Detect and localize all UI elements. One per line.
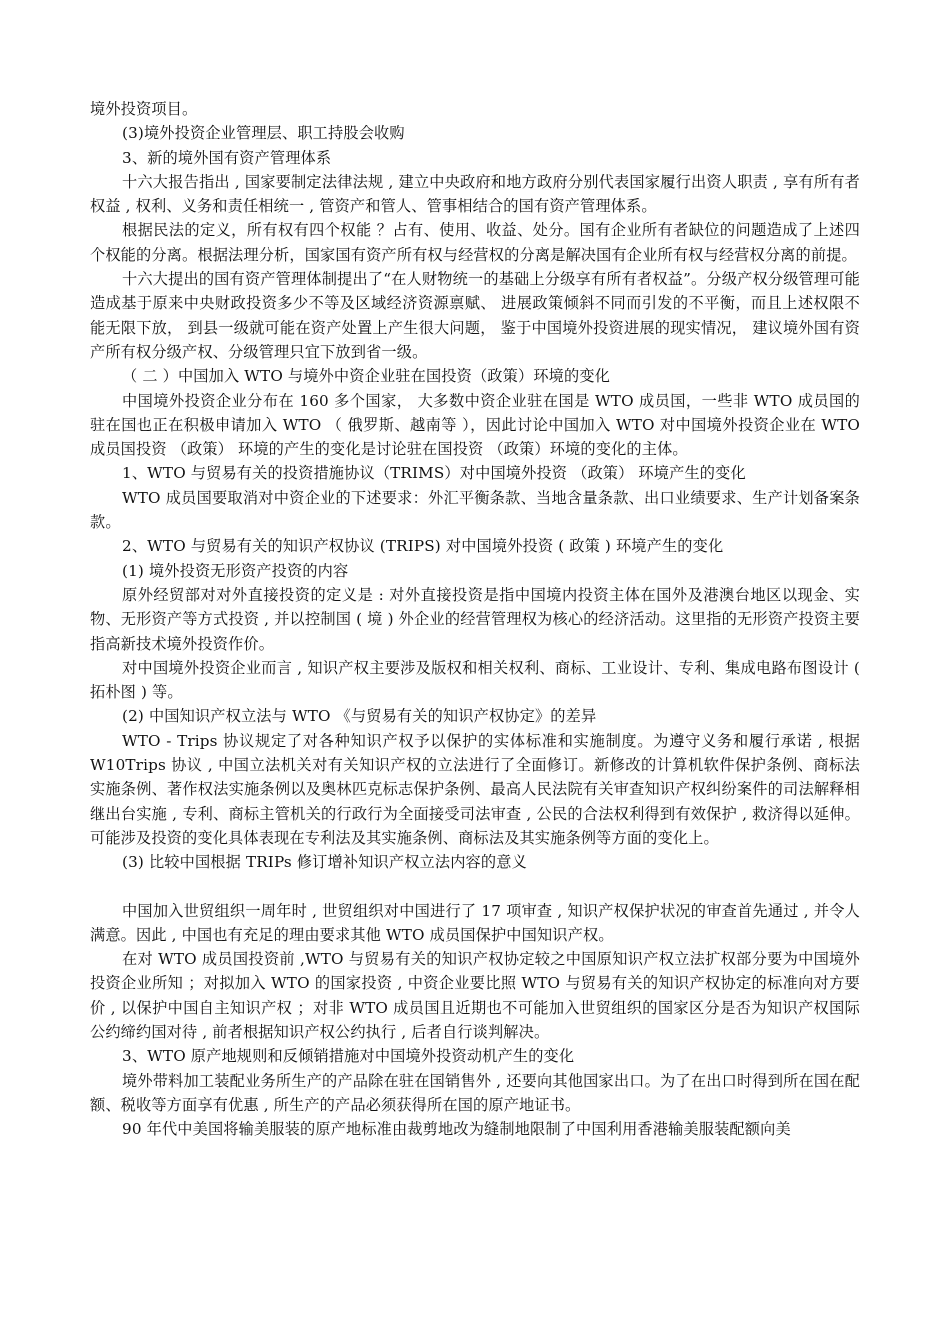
paragraph-18: 中国加入世贸组织一周年时 , 世贸组织对中国进行了 17 项审查 , 知识产权保护状况的审查首先通过 , 并令人满意。因此 , 中国也有充足的理由要求其他 WTO 成员国保护中国知识产权。	[90, 901, 860, 944]
paragraph-14: 对中国境外投资企业而言 , 知识产权主要涉及版权和相关权利、商标、工业设计、专利、集成电路布图设计 ( 拓朴图 ) 等。	[90, 658, 860, 702]
paragraph-22: 90 年代中美国将输美服装的原产地标准由裁剪地改为缝制地限制了中国利用香港输美服装配额向美	[122, 1120, 791, 1139]
subheading-trims: 1、WTO 与贸易有关的投资措施协议（TRIMS）对中国境外投资 （政策） 环境产生的变化	[122, 464, 746, 483]
paragraph-8: 中国境外投资企业分布在 160 多个国家， 大多数中资企业驻在国是 WTO 成员国，一些非 WTO 成员国的驻在国也正在积极申请加入 WTO （ 俄罗斯、越南等 ），因此讨论中国加入 WTO 对中国境外投资企业在 WTO 成员国投资 （政策） 环境的产生的变化是讨论驻在国投资 （政策）环境的变化的主体。	[90, 391, 860, 459]
subheading-trips: 2、WTO 与贸易有关的知识产权协议 (TRIPS) 对中国境外投资 ( 政策 ) 环境产生的变化	[122, 537, 724, 556]
section-heading-2: （ 二 ）中国加入 WTO 与境外中资企业驻在国投资（政策）环境的变化	[122, 367, 611, 386]
paragraph-6: 十六大提出的国有资产管理体制提出了“在人财物统一的基础上分级享有所有者权益”。分级产权分级管理可能造成基于原来中央财政投资多少不等及区域经济资源禀赋、 进展政策倾斜不同而引发的不平衡，而且上述权限不能无限下放， 到县一级就可能在资产处置上产生很大问题， 鉴于中国境外投资进展的现实情况， 建议境外国有资产所有权分级产权、分级管理只宜下放到省一级。	[90, 270, 860, 361]
paragraph-1: 境外投资项目。	[90, 100, 198, 118]
subheading-ip-law: (2) 中国知识产权立法与 WTO 《与贸易有关的知识产权协定》的差异	[122, 707, 597, 726]
paragraph-2: (3)境外投资企业管理层、职工持股会收购	[122, 124, 405, 143]
section-heading-3: 3、新的境外国有资产管理体系	[122, 148, 332, 167]
paragraph-10: WTO 成员国要取消对中资企业的下述要求：外汇平衡条款、当地含量条款、出口业绩要求、生产计划备案条款。	[90, 488, 860, 532]
paragraph-21: 境外带料加工装配业务所生产的产品除在驻在国销售外 , 还要向其他国家出口。为了在出口时得到所在国在配额、税收等方面享有优惠 , 所生产的产品必须获得所在国的原产地证书。	[90, 1071, 860, 1114]
paragraph-5: 根据民法的定义，所有权有四个权能 ？占有、使用、收益、处分。国有企业所有者缺位的问题造成了上述四个权能的分离。根据法理分析，国家国有资产所有权与经营权的分离是解决国有企业所有权与经营权分离的前提。	[90, 221, 860, 264]
paragraph-4: 十六大报告指出 , 国家要制定法律法规 , 建立中央政府和地方政府分别代表国家履行出资人职责 , 享有所有者权益 , 权利、义务和责任相统一 , 管资产和管人、管事相结合的国有资产管理体系。	[90, 172, 860, 216]
subheading-compare: (3) 比较中国根据 TRIPs 修订增补知识产权立法内容的意义	[122, 853, 527, 872]
paragraph-19: 在对 WTO 成员国投资前 ,WTO 与贸易有关的知识产权协定较之中国原知识产权立法扩权部分要为中国境外投资企业所知 ；对拟加入 WTO 的国家投资 , 中资企业要比照 WTO 与贸易有关的知识产权协定的标准向对方要价 , 以保护中国自主知识产权 ；对非 WTO 成员国且近期也不可能加入世贸组织的国家区分是否为知识产权国际公约缔约国对待 , 前者根据知识产权公约执行 , 后者自行谈判解决。	[90, 950, 860, 1041]
subheading-intangible: (1) 境外投资无形资产投资的内容	[122, 561, 349, 580]
paragraph-13: 原外经贸部对对外直接投资的定义是 : 对外直接投资是指中国境内投资主体在国外及港澳台地区以现金、实物、无形资产等方式投资 , 并以控制国 ( 境 ) 外企业的经营管理权为核心的经济活动。这里指的无形资产投资主要指高新技术境外投资作价。	[90, 585, 860, 653]
subheading-origin: 3、WTO 原产地规则和反倾销措施对中国境外投资动机产生的变化	[122, 1047, 575, 1066]
paragraph-16: WTO - Trips 协议规定了对各种知识产权予以保护的实体标准和实施制度。为遵守义务和履行承诺 , 根据 W10Trips 协议 , 中国立法机关对有关知识产权的立法进行了全面修订。新修改的计算机软件保护条例、商标法实施条例、著作权法实施条例以及奥林匹克标志保护条例、最高人民法院有关审查知识产权纠纷案件的司法解释相继出台实施 , 专利、商标主管机关的行政行为全面接受司法审查 , 公民的合法权利得到有效保护 , 救济得以延伸。可能涉及投资的变化具体表现在专利法及其实施条例、商标法及其实施条例等方面的变化上。	[90, 731, 860, 847]
blank-line	[90, 875, 860, 899]
